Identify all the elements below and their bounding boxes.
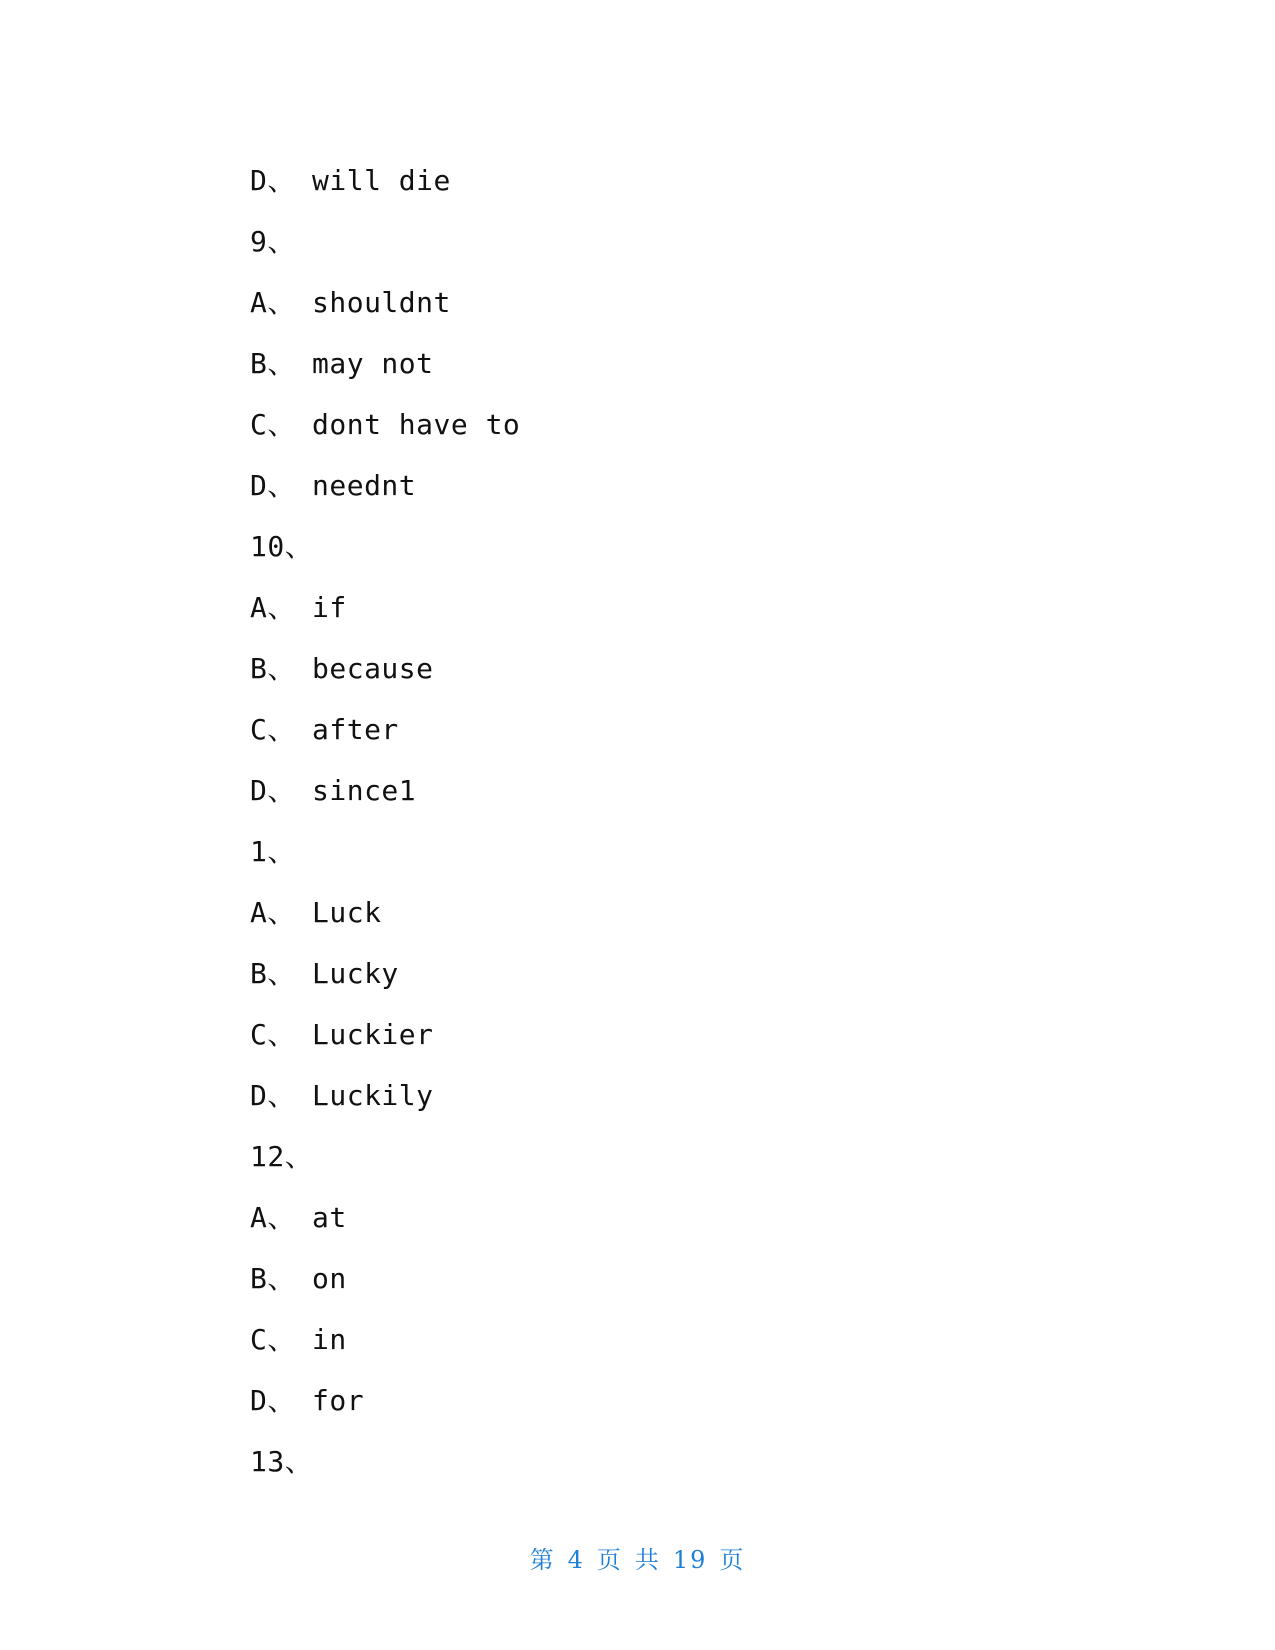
line-text: after [312, 713, 399, 746]
question-line [250, 211, 1150, 272]
question-line [250, 1309, 1150, 1370]
question-line [250, 1248, 1150, 1309]
line-label: A、 [250, 591, 296, 624]
line-text: because [312, 652, 434, 685]
footer-suffix: 页 [719, 1546, 746, 1574]
question-line [250, 455, 1150, 516]
question-line [250, 821, 1150, 882]
line-label: C、 [250, 713, 296, 746]
line-label: D、 [250, 469, 296, 502]
line-text: Luck [312, 896, 382, 929]
line-text: neednt [312, 469, 417, 502]
line-text: Luckily [312, 1079, 434, 1112]
line-label: D、 [250, 1384, 296, 1417]
page-footer [0, 1540, 1275, 1575]
question-line [250, 760, 1150, 821]
question-line [250, 882, 1150, 943]
line-text: at [312, 1201, 347, 1234]
question-line [250, 638, 1150, 699]
question-line [250, 1065, 1150, 1126]
line-label: 13、 [250, 1445, 314, 1478]
question-line [250, 333, 1150, 394]
question-line [250, 1187, 1150, 1248]
line-label: A、 [250, 1201, 296, 1234]
line-label: D、 [250, 774, 296, 807]
question-line [250, 394, 1150, 455]
line-label: B、 [250, 652, 296, 685]
line-label: D、 [250, 1079, 296, 1112]
line-text: will die [312, 164, 451, 197]
document-content [250, 150, 1150, 1492]
footer-total-pages: 19 [672, 1546, 708, 1574]
footer-total-word: 共 [634, 1546, 661, 1574]
line-label: 12、 [250, 1140, 314, 1173]
question-line [250, 516, 1150, 577]
line-label: C、 [250, 408, 296, 441]
question-line [250, 1370, 1150, 1431]
question-line [250, 1431, 1150, 1492]
line-label: A、 [250, 286, 296, 319]
footer-page-number: 4 [567, 1546, 585, 1574]
question-line [250, 150, 1150, 211]
line-label: 9、 [250, 225, 296, 258]
line-text: may not [312, 347, 434, 380]
line-label: D、 [250, 164, 296, 197]
question-line [250, 272, 1150, 333]
question-line [250, 1126, 1150, 1187]
line-text: dont have to [312, 408, 521, 441]
line-text: shouldnt [312, 286, 451, 319]
line-label: B、 [250, 1262, 296, 1295]
line-label: 1、 [250, 835, 296, 868]
line-text: if [312, 591, 347, 624]
line-label: 10、 [250, 530, 314, 563]
question-line [250, 943, 1150, 1004]
line-text: for [312, 1384, 365, 1417]
line-label: A、 [250, 896, 296, 929]
line-text: Luckier [312, 1018, 434, 1051]
footer-prefix: 第 [529, 1546, 556, 1574]
line-label: C、 [250, 1018, 296, 1051]
question-line [250, 1004, 1150, 1065]
footer-page-word: 页 [596, 1546, 623, 1574]
line-text: in [312, 1323, 347, 1356]
line-label: B、 [250, 347, 296, 380]
line-label: B、 [250, 957, 296, 990]
line-label: C、 [250, 1323, 296, 1356]
line-text: Lucky [312, 957, 399, 990]
line-text: since1 [312, 774, 417, 807]
question-line [250, 577, 1150, 638]
question-line [250, 699, 1150, 760]
line-text: on [312, 1262, 347, 1295]
